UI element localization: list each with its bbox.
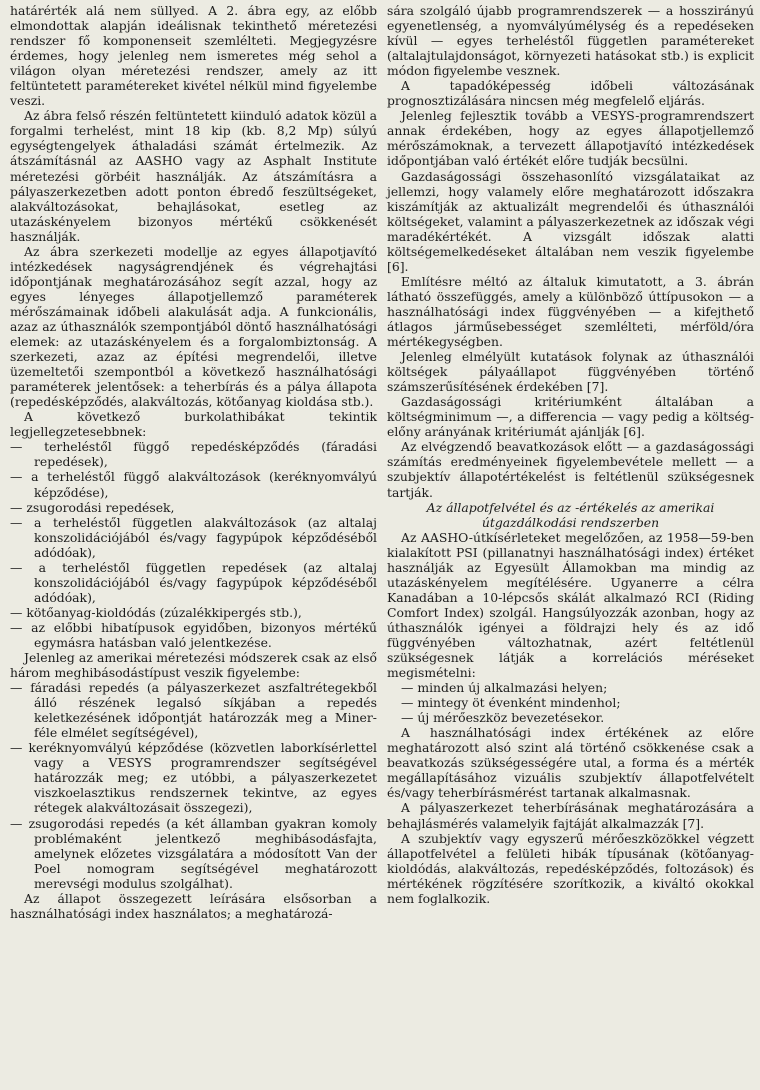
list-item: — a terheléstől független alakváltozások (az altalaj konszolidációjából és/vagy fagypúpok képződéséből adódóak), xyxy=(10,515,377,560)
right-column xyxy=(387,3,754,1090)
american-method-list xyxy=(10,680,377,891)
list-item: — új mérőeszköz bevezetésekor. xyxy=(387,710,754,725)
paragraph: Jelenleg fejlesztik tovább a VESYS-programrendszert annak érdekében, hogy az egyes állapotjellemző mérőszámoknak, a tervezett állapotjavító intézkedések időpontjában való értékét előre tudják becsülni. xyxy=(387,108,754,169)
paragraph: Az állapot összegezett leírására elsősorban a használhatósági index használatos; a meghatározá- xyxy=(10,890,377,921)
paragraph: A következő burkolathibákat tekintik legjellegzetesebbnek: xyxy=(10,409,377,440)
measurement-list xyxy=(387,680,754,725)
paragraph: Gazdaságossági összehasonlító vizsgálataikat az jellemzi, hogy valamely előre meghatározott időszakra kiszámítják az aktualizált megrendelői és úthasználói költségeket, valamint a pályaszerkezetnek az időszak végi maradékértékét. A vizsgált időszak alatti költségemelkedéseket általában nem veszik figyelembe [6]. xyxy=(387,168,754,274)
section-heading: Az állapotfelvétel és az -értékelés az amerikai útgazdálkodási rendszerben xyxy=(426,499,715,530)
paragraph: Az ábra szerkezeti modellje az egyes állapotjavító intézkedések nagyságrendjének és végrehajtási időpontjának meghatározásához segít azzal, hogy az egyes lényeges állapotjellemző paraméterek mérőszámainak időbeli alakulását adja. A funkcionális, azaz az úthasználók szempontjából döntő használhatósági elemek: az utazáskényelem és a forgalombiztonság. A szerkezeti, azaz az építési megrendelői, illetve üzemeltetői szempontból a következő használhatósági paraméterek jelentősek: a teherbírás és a pálya állapota (repedésképződés, alakváltozás, kötőanyag kioldása stb.). xyxy=(10,243,377,410)
list-item: — az előbbi hibatípusok egyidőben, bizonyos mértékű egymásra hatásban való jelentkezése. xyxy=(10,620,377,650)
paragraph: A használhatósági index értékének az előre meghatározott alsó szint alá történő csökkenése csak a beavatkozás szükségességére utal, a forma és a mérték megállapításához vizuális szubjektív állapotfelvételt és/vagy teherbírásmérést tartanak alkalmasnak. xyxy=(387,725,754,801)
paragraph: sára szolgáló újabb programrendszerek — a hosszirányú egyenetlenség, a nyomvályúmélység és a repedéseken kívül — egyes terheléstől független paramétereket (altalajtulajdonságot, környezeti hatásokat stb.) is explicit módon figyelembe vesznek. xyxy=(387,3,754,79)
paragraph: Az ábra felső részén feltüntetett kiinduló adatok közül a forgalmi terhelést, mint 18 kip (kb. 8,2 Mp) súlyú egységtengelyek áthaladási számát értelmezik. Az átszámításnál az AASHO vagy az Asphalt Institute méretezési görbéit használják. Az átszámításra a pályaszerkezetben adott ponton ébredő feszültségeket, alakváltozásokat, behajlásokat, esetleg az utazáskényelem bizonyos mértékű csökkenését használják. xyxy=(10,108,377,244)
paragraph: A szubjektív vagy egyszerű mérőeszközökkel végzett állapotfelvétel a felületi hibák típusának (kötőanyag-kioldódás, alakváltozás, repedésképződés, foltozások) és mértékének rögzítésére szorítkozik, a kiváltó okokkal nem foglalkozik. xyxy=(387,830,754,906)
paragraph: Jelenleg az amerikai méretezési módszerek csak az első három meghibásodástípust veszik figyelembe: xyxy=(10,650,377,681)
paragraph: Gazdaságossági kritériumként általában a költségminimum —, a differencia — vagy pedig a költség-előny arányának kritériumát ajánlják [6]. xyxy=(387,394,754,440)
left-column xyxy=(10,3,377,1090)
paragraph: határérték alá nem süllyed. A 2. ábra egy, az előbb elmondottak alapján ideálisnak tekinthető méretezési rendszer fő komponenseit szemlélteti. Megjegyzésre érdemes, hogy jelenleg nem ismeretes még sehol a világon olyan méretezési rendszer, amely az itt feltüntetett paramétereket kivétel nélkül mind figyelembe veszi. xyxy=(10,3,377,109)
list-item: — kötőanyag-kioldódás (zúzalékkipergés stb.), xyxy=(10,605,377,620)
paragraph: A pályaszerkezet teherbírásának meghatározására a behajlásmérés valamelyik fajtáját alkalmazzák [7]. xyxy=(387,800,754,831)
list-item: — zsugorodási repedés (a két államban gyakran komoly problémaként jelentkező meghibásodásfajta, amelynek előzetes vizsgálatára a módosított Van der Poel nomogram segítségével meghatározott merevségi modulus szolgálhat). xyxy=(10,816,377,891)
list-item: — mintegy öt évenként mindenhol; xyxy=(387,695,754,710)
paragraph: Az AASHO-útkísérleteket megelőzően, az 1958—59-ben kialakított PSI (pillanatnyi használhatósági index) értéket használják az Egyesült Államokban ma mindig az utazáskényelem megítélésére. Ugyanerre a célra Kanadában a 10-lépcsős skálát alkalmazó RCI (Riding Comfort Index) szolgál. Hangsúlyozzák azonban, hogy az úthasználók igényei a földrajzi hely és az idő függvényében változhatnak, azért feltétlenül szükségesnek látják a korrelációs méréseket megismételni: xyxy=(387,529,754,681)
list-item: — a terheléstől független repedések (az altalaj konszolidációjából és/vagy fagypúpok képződéséből adódóak), xyxy=(10,560,377,605)
paragraph: Jelenleg elmélyült kutatások folynak az úthasználói költségek pályaállapot függvényében történő számszerűsítésének érdekében [7]. xyxy=(387,349,754,395)
paragraph: A tapadóképesség időbeli változásának prognosztizálására nincsen még megfelelő eljárás. xyxy=(387,78,754,109)
defect-list xyxy=(10,439,377,650)
list-item: — fáradási repedés (a pályaszerkezet aszfaltrétegekből álló részének legalsó síkjában a repedés keletkezésének időpontját határozzák meg a Miner-féle elmélet segítségével), xyxy=(10,680,377,740)
list-item: — terheléstől függő repedésképződés (fáradási repedések), xyxy=(10,439,377,469)
paragraph: Az elvégzendő beavatkozások előtt — a gazdaságossági számítás eredményeinek figyelembevétele mellett — a szubjektív állapotértékelést is feltétlenül szükségesnek tartják. xyxy=(387,439,754,500)
paragraph: Említésre méltó az általuk kimutatott, a 3. ábrán látható összefüggés, amely a különböző úttípusokon — a használhatósági index függvényében — a kifejthető átlagos járműsebességet szemlélteti, mérföld/óra mértékegységben. xyxy=(387,273,754,350)
list-item: — minden új alkalmazási helyen; xyxy=(387,680,754,695)
list-item: — zsugorodási repedések, xyxy=(10,500,377,515)
list-item: — keréknyomvályú képződése (közvetlen laborkísérlettel vagy a VESYS programrendszer segítségével határozzák meg; ez utóbbi, a pályaszerkezetet viszkoelasztikus rendszernek tekintve, az egyes rétegek alakváltozásait összegezi), xyxy=(10,740,377,815)
list-item: — a terheléstől függő alakváltozások (keréknyomvályú képződése), xyxy=(10,469,377,499)
